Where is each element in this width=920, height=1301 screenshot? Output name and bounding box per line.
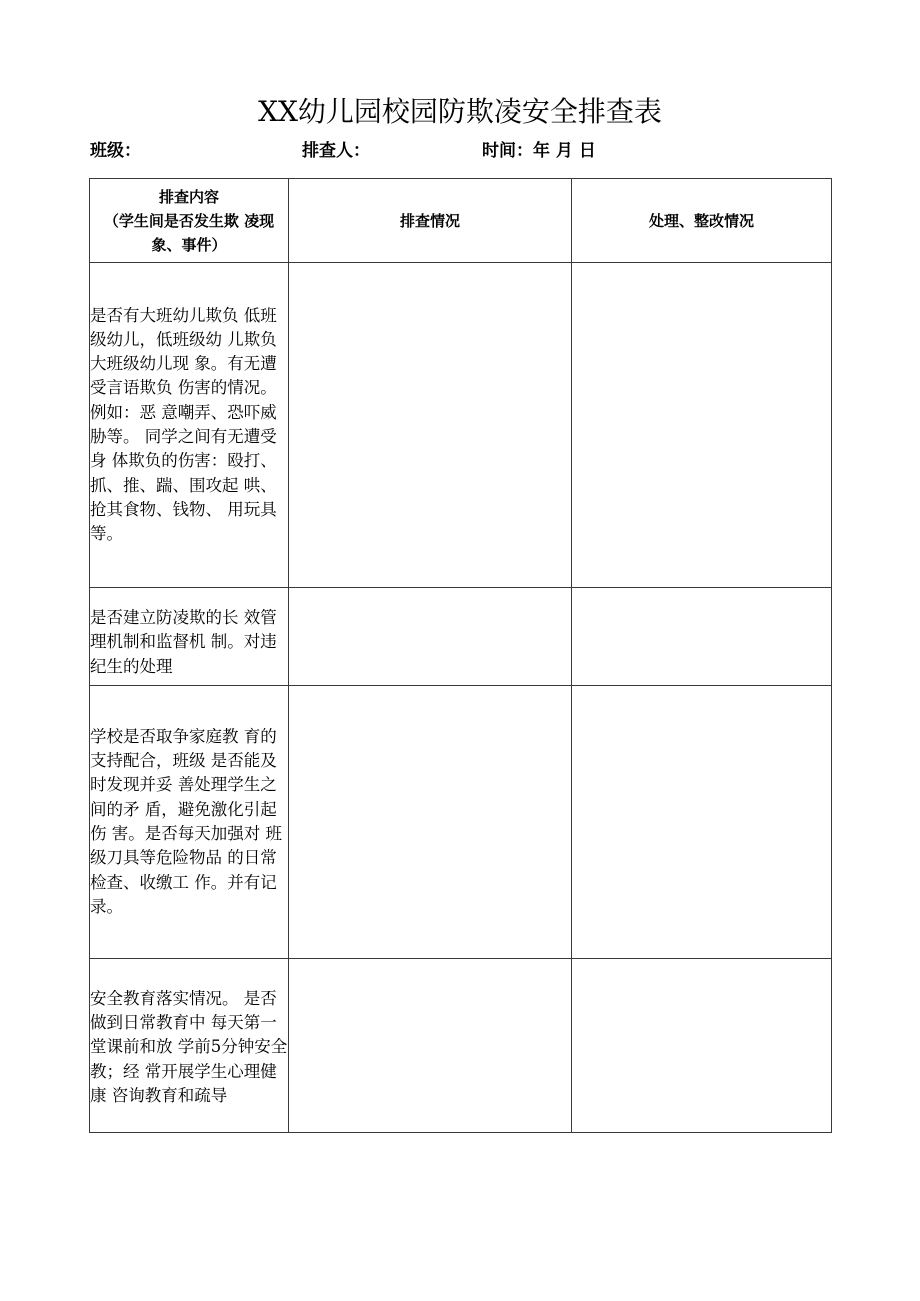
table-row <box>90 263 832 588</box>
class-label: 班级： <box>90 141 141 161</box>
table-header-row <box>90 179 832 263</box>
row-inspection-cell[interactable] <box>289 959 572 1133</box>
table-row <box>90 588 832 686</box>
row-rectification-cell[interactable] <box>572 263 832 588</box>
header-rectification-status: 处理、整改情况 <box>572 179 832 263</box>
row-content-cell: 安全教育落实情况。 是否做到日常教育中 每天第一堂课前和放 学前5分钟安全教；经 常开展学生心理健康 咨询教育和疏导 <box>90 959 289 1133</box>
header-inspection-content <box>90 179 289 263</box>
header-inspection-status: 排查情况 <box>289 179 572 263</box>
row-inspection-cell[interactable] <box>289 686 572 959</box>
page-title: XX幼儿园校园防欺凌安全排查表 <box>258 95 662 128</box>
row-content-cell: 是否建立防凌欺的长 效管理机制和监督机 制。对违纪生的处理 <box>90 588 289 686</box>
row-rectification-cell[interactable] <box>572 588 832 686</box>
row-content-cell: 学校是否取争家庭教 育的支持配合，班级 是否能及时发现并妥 善处理学生之间的矛 盾，避免激化引起伤 害。是否每天加强对 班级刀具等危险物品 的日常检查、收缴工 作。并有记录。 <box>90 686 289 959</box>
header-inspection-content-label: 排查内容 （学生间是否发生欺 凌现象、事件） <box>103 187 275 254</box>
table-row <box>90 959 832 1133</box>
inspector-label: 排查人： <box>302 141 370 161</box>
table-row <box>90 686 832 959</box>
row-content-cell: 是否有大班幼儿欺负 低班级幼儿，低班级幼 儿欺负大班级幼儿现 象。有无遭受言语欺负 伤害的情况。例如：恶 意嘲弄、恐吓威胁等。 同学之间有无遭受身 体欺负的伤害：殴打、 抓、推、踹、围攻起 哄、抢其食物、钱物、 用玩具等。 <box>90 263 289 588</box>
row-rectification-cell[interactable] <box>572 959 832 1133</box>
inspection-table <box>89 178 832 1133</box>
time-label: 时间：年 月 日 <box>482 141 596 161</box>
row-rectification-cell[interactable] <box>572 686 832 959</box>
row-inspection-cell[interactable] <box>289 263 572 588</box>
row-inspection-cell[interactable] <box>289 588 572 686</box>
